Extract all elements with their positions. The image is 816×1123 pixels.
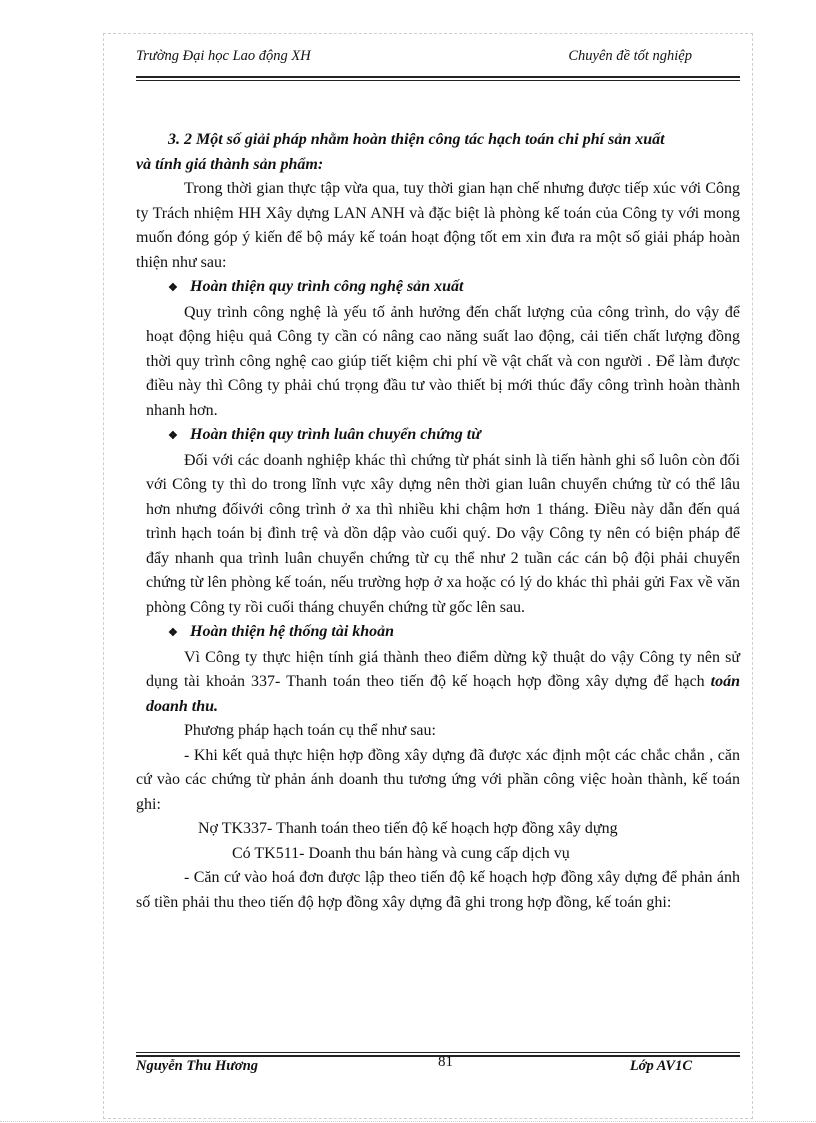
journal-credit-line: Có TK511- Doanh thu bán hàng và cung cấp dịch vụ [232, 844, 570, 862]
diamond-bullet-icon: ❖ [168, 627, 178, 639]
header-school: Trường Đại học Lao động XH [136, 48, 311, 64]
footer-author: Nguyễn Thu Hương [136, 1058, 259, 1074]
document-body [136, 128, 740, 915]
method-intro: Phương pháp hạch toán cụ thể như sau: [184, 722, 436, 739]
page-header [136, 48, 692, 68]
header-rule [136, 76, 740, 78]
bullet-heading-accounts [136, 620, 740, 646]
diamond-bullet-icon: ❖ [168, 282, 178, 294]
intro-paragraph: Trong thời gian thực tập vừa qua, tuy thời gian hạn chế nhưng được tiếp xúc với Công ty Trách nhiệm HH Xây dựng LAN ANH và đặc biệt là phòng kế toán của Công ty với mong muốn đóng góp ý kiến để bộ máy kế toán hoạt động tốt em xin đưa ra một số giải pháp hoàn thiện như sau: [136, 180, 740, 271]
header-doc-type: Chuyên đề tốt nghiệp [568, 48, 692, 64]
section-title-line1: 3. 2 Một số giải pháp nhằm hoàn thiện công tác hạch toán chi phí sản xuất [168, 131, 665, 148]
method-item-2: - Căn cứ vào hoá đơn được lập theo tiến độ kế hoạch hợp đồng xây dựng để phản ánh số tiền phải thu theo tiến độ hợp đồng xây dựng đã ghi trong hợp đồng, kế toán ghi: [136, 869, 740, 911]
bullet-heading-documents [136, 423, 740, 449]
bullet-body-accounts [136, 646, 740, 720]
method-item-1: - Khi kết quả thực hiện hợp đồng xây dựng đã được xác định một các chắc chắn , căn cứ vào các chứng từ phản ánh doanh thu tương ứng với phần công việc hoàn thành, kế toán ghi: [136, 746, 740, 813]
section-title-line2: và tính giá thành sản phẩm: [136, 155, 324, 173]
bullet-heading-text: Hoàn thiện hệ thống tài khoản [190, 623, 395, 640]
bullet-heading-text: Hoàn thiện quy trình công nghệ sản xuất [190, 278, 464, 295]
bullet-heading-technology [136, 275, 740, 301]
footer-class: Lớp AV1C [629, 1058, 692, 1074]
bullet-body-documents: Đối với các doanh nghiệp khác thì chứng từ phát sinh là tiến hành ghi sổ luôn còn đối với Công ty thì do trong lĩnh vực xây dựng nên thời gian luân chuyển chứng từ có thể lâu hơn nhưng đốivới công trình ở xa thì nhiều khi chậm hơn 1 tháng. Điều này dẫn đến quá trình hạch toán bị đình trệ và dồn dập vào cuối quý. Do vậy Công ty nên có biện pháp để đẩy nhanh qua trình luân chuyển chứng từ cụ thể như 2 tuần các cán bộ đội phải chuyển chứng từ lên phòng kế toán, nếu trường hợp ở xa hoặc có lý do khác thì phải gửi Fax về văn phòng Công ty rồi cuối tháng chuyển chứng từ gốc lên sau. [146, 451, 740, 616]
accounts-body-text: Vì Công ty thực hiện tính giá thành theo điểm dừng kỹ thuật do vậy Công ty nên sử dụng tài khoản 337- Thanh toán theo tiến độ kế hoạch hợp đồng xây dựng để hạch [146, 648, 740, 690]
bullet-heading-text: Hoàn thiện quy trình luân chuyển chứng từ [190, 426, 481, 443]
section-title [136, 128, 740, 177]
diamond-bullet-icon: ❖ [168, 430, 178, 442]
accounts-body-emphasis: toán doanh thu. [146, 673, 741, 715]
header-rule-thin [136, 80, 740, 81]
page-bottom-edge [0, 1121, 816, 1122]
footer-rule-thin [136, 1052, 740, 1053]
journal-debit-line: Nợ TK337- Thanh toán theo tiến độ kế hoạch hợp đồng xây dựng [198, 820, 618, 837]
bullet-body-technology: Quy trình công nghệ là yếu tố ảnh hưởng đến chất lượng của công trình, do vậy để hoạt động hiệu quả Công ty cần có nâng cao năng suất lao động, cải tiến chất lượng đồng thời quy trình công nghệ cao giúp tiết kiệm chi phí về vật chất và con người . Để làm được điều này thì Công ty phải chú trọng đầu tư vào thiết bị mới thúc đẩy công trình hoàn thành nhanh hơn. [146, 303, 740, 419]
page-number: 81 [438, 1054, 453, 1070]
page-footer [136, 1054, 692, 1080]
